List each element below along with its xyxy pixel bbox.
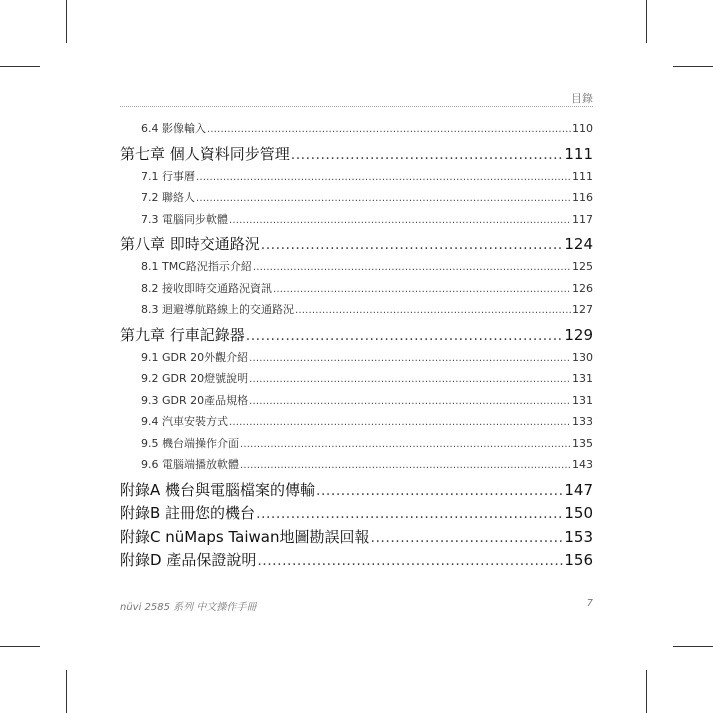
toc-entry-label: 9.4 汽車安裝方式: [141, 415, 228, 428]
toc-chapter[interactable]: [120, 324, 593, 347]
toc-chapter-label: 第八章 即時交通路況: [120, 235, 260, 253]
dot-leader: [371, 527, 564, 550]
toc-entry-label: 8.2 接收即時交通路況資訊: [141, 281, 272, 295]
toc-appendix-page: 147: [564, 480, 593, 499]
toc-entry[interactable]: [120, 299, 593, 321]
toc-chapter-label: 第七章 個人資料同步管理: [120, 144, 290, 163]
toc-entry-label: 9.5 機台端操作介面: [141, 436, 239, 450]
dot-leader: [229, 412, 571, 433]
dot-leader: [261, 234, 564, 256]
table-of-contents: [120, 118, 593, 573]
toc-entry-page: 117: [572, 212, 593, 226]
crop-mark: [0, 66, 40, 67]
toc-entry-page: 143: [572, 458, 593, 471]
toc-entry[interactable]: [120, 209, 593, 231]
page-header-title: 目錄: [571, 92, 593, 105]
toc-entry-page: 130: [572, 350, 593, 364]
toc-chapter-page: 124: [564, 235, 593, 253]
crop-mark: [646, 0, 647, 43]
toc-entry-label: 9.2 GDR 20燈號說明: [141, 372, 249, 385]
toc-appendix[interactable]: [120, 526, 593, 550]
dot-leader: [240, 455, 571, 476]
toc-entry-label: 9.1 GDR 20外觀介紹: [141, 350, 249, 364]
toc-entry[interactable]: [120, 187, 593, 209]
toc-entry-page: 110: [572, 122, 593, 135]
toc-chapter-page: 111: [564, 144, 593, 163]
footer-page-number: 7: [586, 598, 593, 609]
toc-entry[interactable]: [120, 278, 593, 300]
dot-leader: [295, 300, 571, 321]
toc-entry-label: 7.3 電腦同步軟體: [141, 212, 228, 226]
toc-entry-label: 8.3 迴避導航路線上的交通路況: [141, 303, 294, 316]
toc-entry[interactable]: [120, 347, 593, 369]
toc-entry[interactable]: [120, 166, 593, 188]
toc-entry-label: 9.3 GDR 20產品規格: [141, 393, 249, 407]
toc-appendix-page: 156: [564, 551, 593, 569]
toc-chapter[interactable]: [120, 233, 593, 256]
toc-entry[interactable]: [120, 433, 593, 455]
dot-leader: [249, 348, 571, 369]
toc-appendix-page: 153: [564, 527, 593, 546]
toc-entry-page: 131: [572, 372, 593, 385]
toc-appendix[interactable]: [120, 479, 593, 503]
crop-mark: [66, 670, 67, 713]
toc-entry-page: 125: [572, 260, 593, 273]
footer-manual-title: nüvi 2585 系列 中文操作手冊: [120, 602, 257, 613]
dot-leader: [196, 167, 571, 188]
toc-entry-label: 6.4 影像輸入: [141, 122, 206, 135]
crop-mark: [646, 670, 647, 713]
toc-entry[interactable]: [120, 390, 593, 412]
crop-mark: [66, 0, 67, 43]
toc-entry[interactable]: [120, 454, 593, 476]
dot-leader: [207, 119, 571, 140]
dot-leader: [291, 144, 564, 166]
toc-entry[interactable]: [120, 256, 593, 278]
toc-entry-page: 127: [572, 303, 593, 316]
dot-leader: [196, 188, 571, 209]
dot-leader: [253, 257, 571, 278]
crop-mark: [0, 646, 40, 647]
toc-chapter-page: 129: [564, 325, 593, 344]
dot-leader: [229, 210, 571, 231]
toc-entry-label: 8.1 TMC路況指示介紹: [141, 260, 252, 273]
toc-chapter[interactable]: [120, 143, 593, 166]
toc-appendix-label: 附錄B 註冊您的機台: [120, 504, 256, 522]
toc-entry-page: 126: [572, 281, 593, 295]
toc-appendix[interactable]: [120, 549, 593, 573]
toc-entry-label: 7.1 行事曆: [141, 169, 195, 183]
dot-leader: [249, 391, 571, 412]
crop-mark: [673, 646, 713, 647]
dot-leader: [246, 325, 564, 347]
crop-mark: [673, 66, 713, 67]
toc-entry-label: 7.2 聯絡人: [141, 191, 195, 204]
dot-leader: [249, 369, 571, 390]
dot-leader: [256, 503, 563, 526]
header-divider: [120, 106, 593, 107]
dot-leader: [257, 550, 563, 573]
toc-appendix-page: 150: [564, 504, 593, 522]
toc-appendix-label: 附錄C nüMaps Taiwan地圖勘誤回報: [120, 527, 370, 546]
toc-entry-page: 133: [572, 415, 593, 428]
toc-appendix-label: 附錄D 產品保證說明: [120, 551, 257, 569]
dot-leader: [316, 480, 563, 503]
toc-chapter-label: 第九章 行車記錄器: [120, 325, 245, 344]
dot-leader: [273, 279, 571, 300]
toc-entry[interactable]: [120, 118, 593, 140]
toc-appendix[interactable]: [120, 502, 593, 526]
dot-leader: [240, 434, 571, 455]
toc-entry-label: 9.6 電腦端播放軟體: [141, 458, 239, 471]
toc-entry-page: 116: [572, 191, 593, 204]
toc-entry[interactable]: [120, 368, 593, 390]
toc-entry-page: 131: [572, 393, 593, 407]
toc-entry-page: 135: [572, 436, 593, 450]
toc-entry[interactable]: [120, 411, 593, 433]
toc-entry-page: 111: [572, 169, 593, 183]
toc-appendix-label: 附錄A 機台與電腦檔案的傳輸: [120, 480, 316, 499]
